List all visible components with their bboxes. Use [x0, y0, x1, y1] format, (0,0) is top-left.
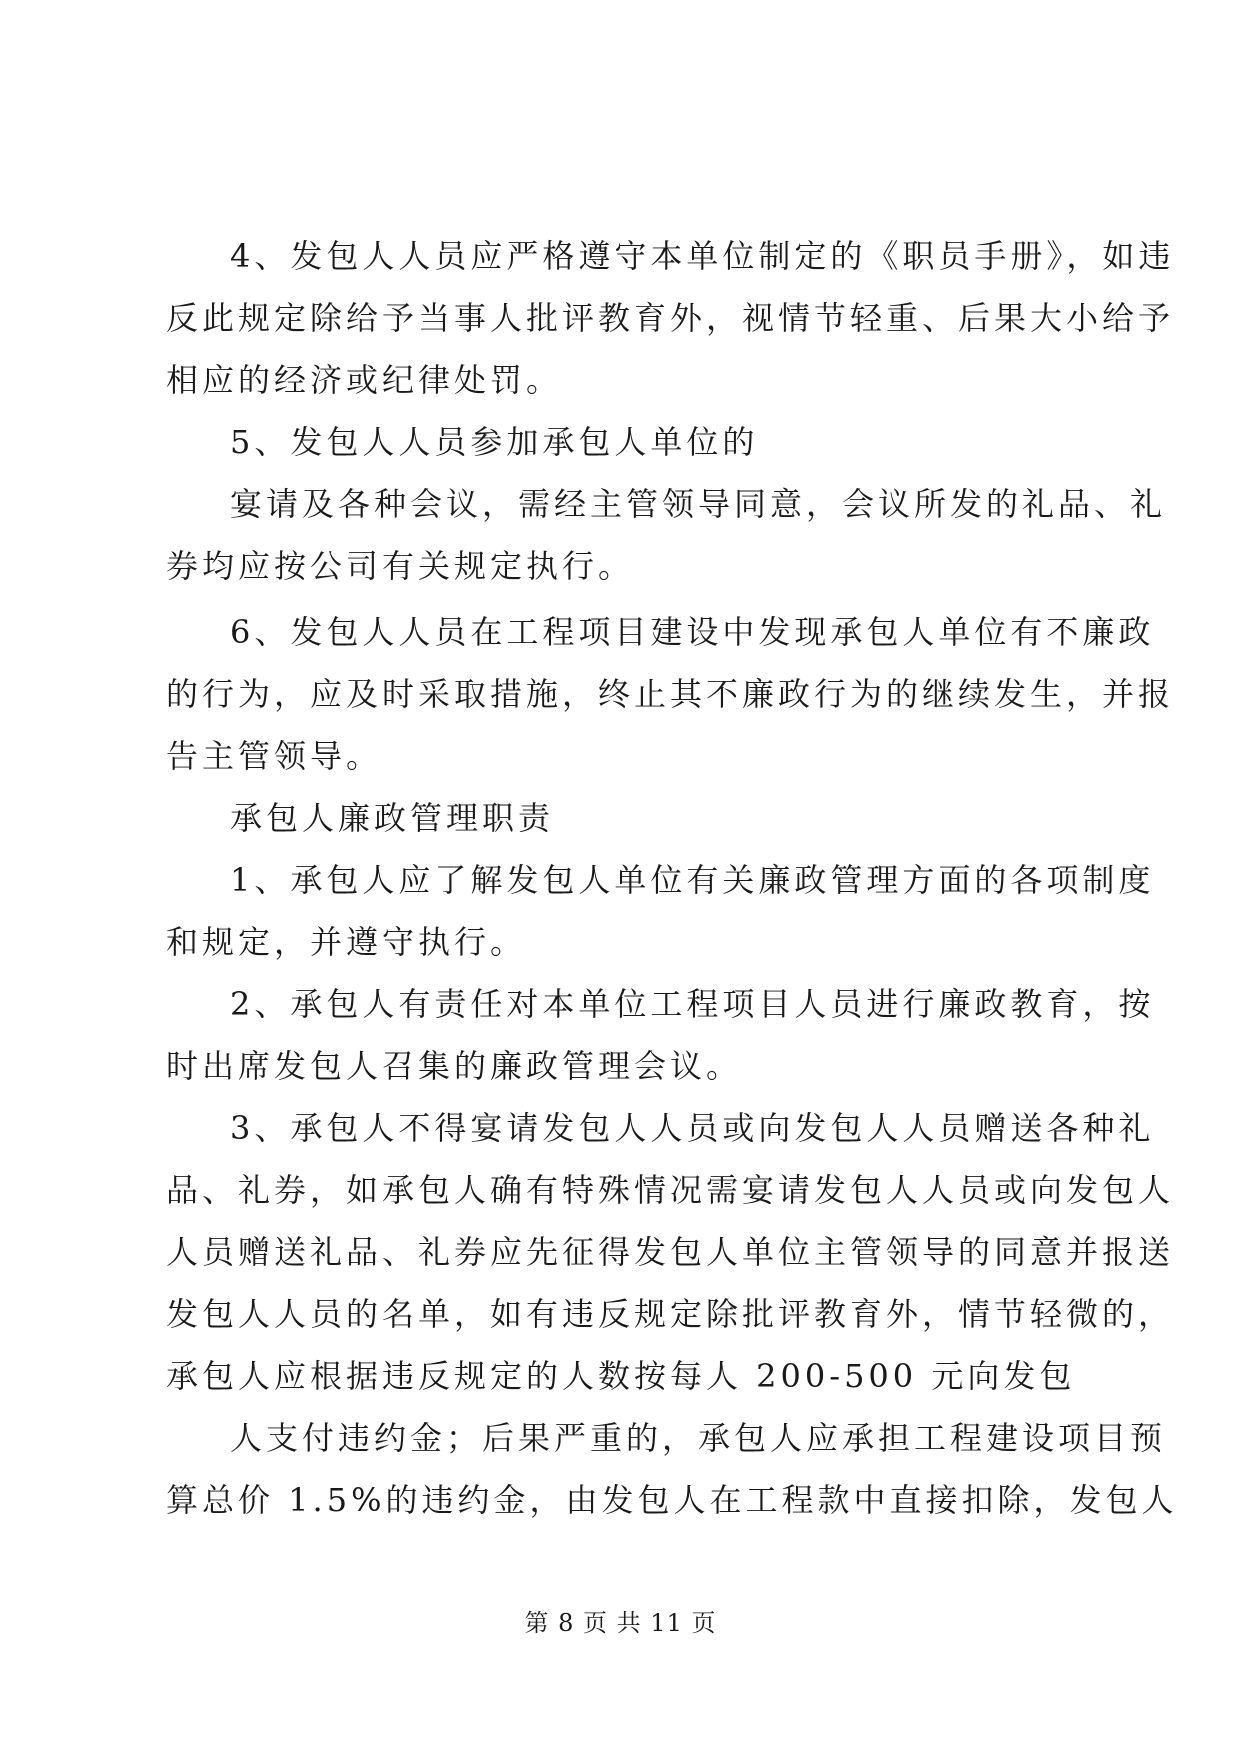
text-line: 的行为，应及时采取措施，终止其不廉政行为的继续发生，并报 — [166, 675, 1175, 713]
text-line: 相应的经济或纪律处罚。 — [166, 361, 563, 399]
text-line: 6、发包人人员在工程项目建设中发现承包人单位有不廉政 — [230, 613, 1155, 651]
text-line: 和规定，并遵守执行。 — [166, 923, 527, 961]
text-line: 1、承包人应了解发包人单位有关廉政管理方面的各项制度 — [230, 861, 1155, 899]
text-line: 反此规定除给予当事人批评教育外，视情节轻重、后果大小给予 — [166, 299, 1175, 337]
text-line: 2、承包人有责任对本单位工程项目人员进行廉政教育，按 — [230, 985, 1155, 1023]
section-heading: 承包人廉政管理职责 — [230, 799, 555, 837]
page-number: 第 8 页 共 11 页 — [524, 1609, 717, 1637]
text-line: 发包人人员的名单，如有违反规定除批评教育外，情节轻微的， — [166, 1295, 1175, 1333]
text-line: 算总价 1.5%的违约金，由发包人在工程款中直接扣除，发包人 — [166, 1481, 1178, 1519]
text-line: 宴请及各种会议，需经主管领导同意，会议所发的礼品、礼 — [230, 485, 1167, 523]
text-line: 人支付违约金；后果严重的，承包人应承担工程建设项目预 — [230, 1419, 1167, 1457]
text-line: 4、发包人人员应严格遵守本单位制定的《职员手册》，如违 — [230, 237, 1175, 275]
text-line: 承包人应根据违反规定的人数按每人 200-500 元向发包 — [166, 1357, 1076, 1395]
text-line: 3、承包人不得宴请发包人人员或向发包人人员赠送各种礼 — [230, 1109, 1155, 1147]
text-line: 人员赠送礼品、礼券应先征得发包人单位主管领导的同意并报送 — [166, 1233, 1175, 1271]
text-line: 5、发包人人员参加承包人单位的 — [230, 423, 759, 461]
text-line: 品、礼券，如承包人确有特殊情况需宴请发包人人员或向发包人 — [166, 1171, 1175, 1209]
text-line: 时出席发包人召集的廉政管理会议。 — [166, 1047, 743, 1085]
text-line: 告主管领导。 — [166, 737, 383, 775]
text-line: 券均应按公司有关规定执行。 — [166, 547, 635, 585]
